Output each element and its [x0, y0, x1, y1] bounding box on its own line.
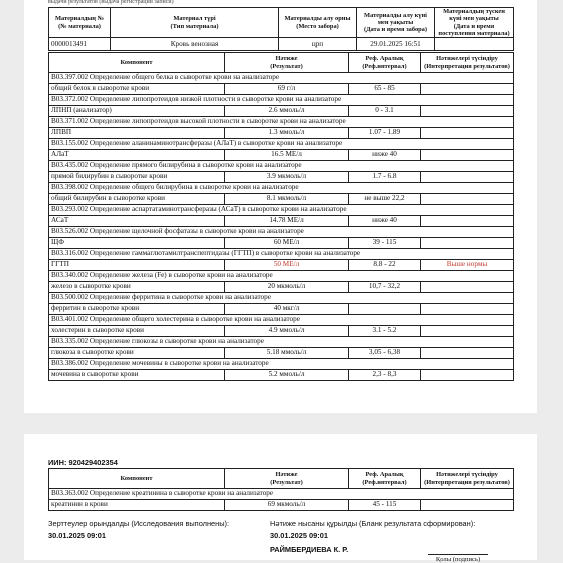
test-section-row [49, 205, 514, 216]
results2-header-component: Компонент [49, 469, 225, 489]
test-result: 69 мкмоль/л [225, 500, 349, 511]
table-row [49, 150, 514, 161]
test-code: B03.398.002 Определение общего билирубина в сыворотке крови на анализаторе [49, 183, 514, 194]
test-code: B03.526.002 Определение щелочной фосфатазы в сыворотке крови на анализаторе [49, 227, 514, 238]
test-reference: 1.07 - 1.89 [349, 128, 421, 139]
sample-number: 0000013491 [49, 38, 111, 51]
test-result: 16.5 МЕ/л [225, 150, 349, 161]
test-result: 5.18 ммоль/л [225, 348, 349, 359]
test-result: 2.6 ммоль/л [225, 106, 349, 117]
test-code: B03.371.002 Определение липопротеидов высокой плотности в сыворотке крови на анализаторе [49, 117, 514, 128]
test-code: B03.363.002 Определение креатинина в сыворотке крови на анализаторе [49, 489, 514, 500]
results-header-reference: Реф. Аралық (Реф.интервал) [349, 53, 421, 73]
test-section-row [49, 293, 514, 304]
sample-header-received: Материалдың түскен күні мен уақыты (Дата и время поступления материала) [435, 8, 514, 38]
test-name: глюкоза в сыворотке крови [49, 348, 225, 359]
test-interpretation [421, 194, 514, 205]
results2-header-interpretation: Нәтижелері түсіндіру (Интерпретация результатов) [421, 469, 514, 489]
results2-header-reference: Реф. Аралық (Реф.интервал) [349, 469, 421, 489]
test-section-row [49, 337, 514, 348]
results-body-page-2 [49, 489, 514, 511]
test-name: железо в сыворотке крови [49, 282, 225, 293]
table-row [49, 326, 514, 337]
test-interpretation [421, 500, 514, 511]
top-note: выдачи результатов (выдача регистрации записи) [48, 0, 174, 5]
test-reference: 0 - 3.1 [349, 106, 421, 117]
sample-type: Кровь венозная [111, 38, 279, 51]
signer-name: РАЙМБЕРДИЕВА К. Р. [270, 545, 349, 554]
table-row [49, 500, 514, 511]
table-row [49, 238, 514, 249]
test-name: ферритин в сыворотке крови [49, 304, 225, 315]
test-interpretation [421, 304, 514, 315]
test-code: B03.335.002 Определение глюкозы в сыворотке крови на анализаторе [49, 337, 514, 348]
test-reference: 39 - 115 [349, 238, 421, 249]
table-row [49, 194, 514, 205]
test-name: креатинин в крови [49, 500, 225, 511]
table-row [49, 216, 514, 227]
test-name: мочевина в сыворотке крови [49, 370, 225, 381]
test-reference [349, 304, 421, 315]
table-row [49, 128, 514, 139]
test-code: B03.316.002 Определение гаммаглютамилтранспептидазы (ГГТП) в сыворотке крови на анализаторе [49, 249, 514, 260]
results-header-interpretation: Нәтижелері түсіндіру (Интерпретация результатов) [421, 53, 514, 73]
test-section-row [49, 95, 514, 106]
results-header-component: Компонент [49, 53, 225, 73]
test-section-row [49, 227, 514, 238]
test-section-row [49, 315, 514, 326]
test-result: 1.3 ммоль/л [225, 128, 349, 139]
test-interpretation [421, 106, 514, 117]
test-section-row [49, 161, 514, 172]
test-interpretation [421, 150, 514, 161]
sample-header-place: Материалды алу орны (Место забора) [279, 8, 357, 38]
test-name: АЛаТ [49, 150, 225, 161]
test-name: АСаТ [49, 216, 225, 227]
test-section-row [49, 249, 514, 260]
sample-place: црп [279, 38, 357, 51]
test-interpretation [421, 282, 514, 293]
signature-caption: Қолы (подпись) [428, 554, 488, 563]
test-interpretation: Выше нормы [421, 260, 514, 271]
test-interpretation [421, 238, 514, 249]
test-result: 60 МЕ/л [225, 238, 349, 249]
sample-table [48, 7, 514, 51]
table-row [49, 260, 514, 271]
patient-iin: ИИН: 920429402354 [48, 458, 118, 467]
test-code: B03.155.002 Определение аланинаминотрансферазы (АЛаТ) в сыворотке крови на анализаторе [49, 139, 514, 150]
table-row [49, 106, 514, 117]
test-result: 40 мкг/л [225, 304, 349, 315]
formed-date: 30.01.2025 09:01 [270, 531, 328, 540]
test-name: ГГТП [49, 260, 225, 271]
test-section-row [49, 183, 514, 194]
test-section-row [49, 271, 514, 282]
performed-date: 30.01.2025 09:01 [48, 531, 106, 540]
test-reference: ниже 40 [349, 216, 421, 227]
test-code: B03.293.002 Определение аспартатаминотрансферазы (АСаТ) в сыворотке крови на анализаторе [49, 205, 514, 216]
table-row [49, 282, 514, 293]
test-name: холестерин в сыворотке крови [49, 326, 225, 337]
test-name: общий билирубин в сыворотке крови [49, 194, 225, 205]
table-row [49, 304, 514, 315]
test-name: ЛПНП (анализатор) [49, 106, 225, 117]
test-result: 3.9 мкмоль/л [225, 172, 349, 183]
table-row [49, 172, 514, 183]
test-code: B03.372.002 Определение липопротеидов низкой плотности в сыворотке крови на анализаторе [49, 95, 514, 106]
test-reference: ниже 40 [349, 150, 421, 161]
test-reference: 3.1 - 5.2 [349, 326, 421, 337]
test-reference: 45 - 115 [349, 500, 421, 511]
test-section-row [49, 359, 514, 370]
performed-label: Зерттеулер орындалды (Исследования выполнены): [48, 519, 230, 528]
test-interpretation [421, 326, 514, 337]
test-interpretation [421, 172, 514, 183]
results-header-result: Нәтиже (Результат) [225, 53, 349, 73]
results-body [49, 73, 514, 381]
sample-received [435, 38, 514, 51]
test-result: 5.2 ммоль/л [225, 370, 349, 381]
test-name: общий белок в сыворотке крови [49, 84, 225, 95]
sample-header-type: Материал түрі (Тип материала) [111, 8, 279, 38]
test-section-row [49, 117, 514, 128]
sample-header-datetime: Материалды алу күні мен уақыты (Дата и время забора) [357, 8, 435, 38]
test-result: 14.78 МЕ/л [225, 216, 349, 227]
formed-label: Нәтиже нысаны құрылды (Бланк результата сформирован): [270, 519, 476, 528]
test-result: 4.9 ммоль/л [225, 326, 349, 337]
test-code: B03.500.002 Определение ферритина в сыворотке крови на анализаторе [49, 293, 514, 304]
test-reference: 8.8 - 22 [349, 260, 421, 271]
test-name: ЩФ [49, 238, 225, 249]
test-code: B03.340.002 Определение железа (Fe) в сыворотке крови на анализаторе [49, 271, 514, 282]
table-row [49, 370, 514, 381]
results-table-page-2 [48, 468, 514, 511]
sample-datetime: 29.01.2025 16:51 [357, 38, 435, 51]
results-table [48, 52, 514, 381]
test-name: прямой билирубин в сыворотке крови [49, 172, 225, 183]
test-reference: 65 - 85 [349, 84, 421, 95]
test-result: 8.1 мкмоль/л [225, 194, 349, 205]
results2-header-result: Нәтиже (Результат) [225, 469, 349, 489]
test-reference: 3,05 - 6,38 [349, 348, 421, 359]
test-result: 50 МЕ/л [225, 260, 349, 271]
test-reference: не выше 22,2 [349, 194, 421, 205]
test-section-row [49, 139, 514, 150]
test-reference: 10,7 - 32,2 [349, 282, 421, 293]
test-code: B03.435.002 Определение прямого билирубина в сыворотке крови на анализаторе [49, 161, 514, 172]
test-name: ЛПВП [49, 128, 225, 139]
test-code: B03.397.002 Определение общего белка в сыворотке крови на анализаторе [49, 73, 514, 84]
test-code: B03.386.002 Определение мочевины в сыворотке крови на анализаторе [49, 359, 514, 370]
table-row [49, 84, 514, 95]
test-reference: 1.7 - 6.8 [349, 172, 421, 183]
test-section-row [49, 489, 514, 500]
test-interpretation [421, 348, 514, 359]
test-interpretation [421, 216, 514, 227]
test-reference: 2,3 - 8,3 [349, 370, 421, 381]
sample-header-number: Материалдың № (№ материала) [49, 8, 111, 38]
table-row [49, 348, 514, 359]
test-result: 69 г/л [225, 84, 349, 95]
test-code: B03.401.002 Определение общего холестерина в сыворотке крови на анализаторе [49, 315, 514, 326]
test-result: 20 мкмоль/л [225, 282, 349, 293]
test-interpretation [421, 370, 514, 381]
test-section-row [49, 73, 514, 84]
test-interpretation [421, 128, 514, 139]
test-interpretation [421, 84, 514, 95]
